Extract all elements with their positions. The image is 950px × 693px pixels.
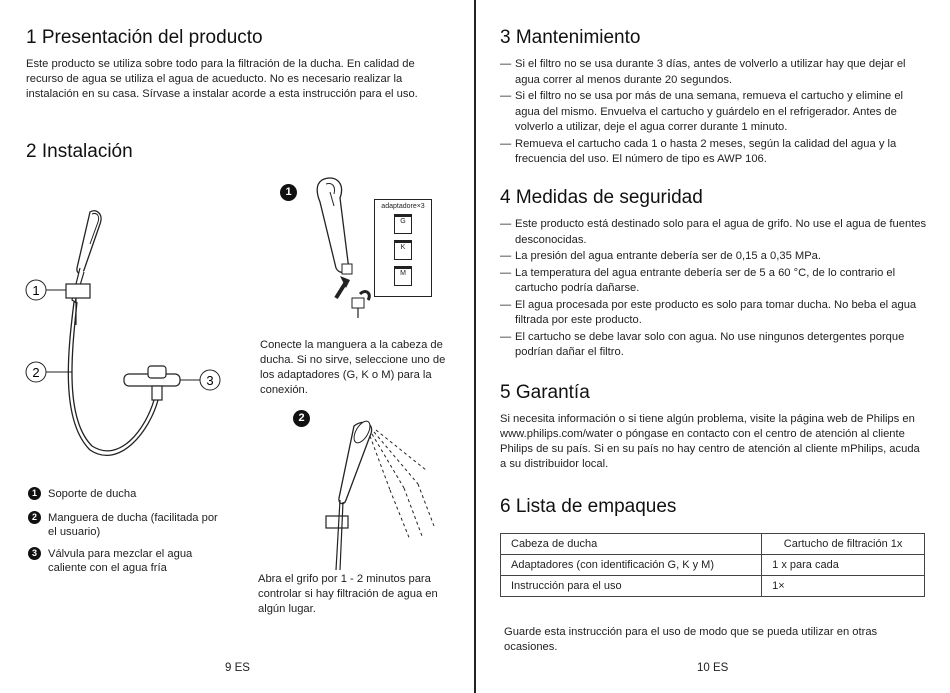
table-row bbox=[501, 534, 925, 555]
legend-item-2 bbox=[28, 511, 228, 539]
step-2-text: Abra el grifo por 1 - 2 minutos para controlar si hay filtración de agua en algún lugar. bbox=[258, 573, 438, 615]
legend-badge: 1 bbox=[28, 487, 41, 500]
legend-text: Soporte de ducha bbox=[48, 488, 137, 500]
list-item: — El cartucho se debe lavar solo con agua. No use ningunos detergentes porque podrían dañar el filtro. bbox=[500, 330, 930, 361]
package-table bbox=[500, 533, 925, 597]
list-item: — La temperatura del agua entrante debería ser de 5 a 60 °C, de lo contrario el cartucho podría dañarse. bbox=[500, 266, 930, 297]
list-item: — Si el filtro no se usa por más de una semana, remueva el cartucho y elimine el agua del mismo. Envuelva el cartucho y guárdelo en el refrigerador. Antes de volverlo a utilizar, deje el agua correr durante 1 minuto. bbox=[500, 89, 925, 136]
table-cell: 1 x para cada bbox=[762, 555, 925, 576]
table-row bbox=[501, 555, 925, 576]
table-cell: Instrucción para el uso bbox=[501, 576, 762, 597]
adapter-item: K bbox=[394, 240, 412, 260]
page-divider bbox=[474, 0, 476, 693]
installation-illustration bbox=[20, 200, 240, 480]
callout-label-2: 2 bbox=[32, 365, 40, 380]
page-number-right: 10 ES bbox=[697, 662, 729, 674]
step-2-badge: 2 bbox=[293, 410, 310, 427]
step-2-illustration bbox=[310, 410, 440, 570]
table-cell: Adaptadores (con identificación G, K y M) bbox=[501, 555, 762, 576]
table-cell: Cartucho de filtración 1x bbox=[762, 534, 925, 555]
legend-badge: 2 bbox=[28, 511, 41, 524]
adapter-item: M bbox=[394, 266, 412, 286]
section-5-title: 5 Garantía bbox=[500, 382, 590, 403]
list-item: — El agua procesada por este producto es solo para tomar ducha. No beba el agua filtrada por este producto. bbox=[500, 298, 930, 329]
legend-text: Válvula para mezclar el agua caliente con el agua fría bbox=[48, 548, 193, 574]
right-page bbox=[477, 0, 950, 693]
section-1-body: Este producto se utiliza sobre todo para la filtración de la ducha. En calidad de recurso de agua se utiliza el agua de acueducto. No es necesario realizar la instalación en su casa. Sírvase a instalar acorde a esta instrucción para el uso. bbox=[26, 58, 418, 100]
step-1-badge: 1 bbox=[280, 184, 297, 201]
adapter-box-label: adaptadore×3 bbox=[381, 203, 425, 210]
adapter-item: G bbox=[394, 214, 412, 234]
callout-label-3: 3 bbox=[206, 373, 214, 388]
legend-item-3 bbox=[28, 547, 228, 575]
table-cell: Cabeza de ducha bbox=[501, 534, 762, 555]
callout-label-1: 1 bbox=[32, 283, 40, 298]
section-6-title: 6 Lista de empaques bbox=[500, 496, 677, 517]
list-item: — Remueva el cartucho cada 1 o hasta 2 meses, según la calidad del agua y la frecuencia del uso. El número de tipo es AWP 106. bbox=[500, 137, 925, 168]
legend-item-1 bbox=[28, 487, 228, 501]
left-page bbox=[0, 0, 474, 693]
maintenance-list bbox=[500, 57, 925, 169]
legend-badge: 3 bbox=[28, 547, 41, 560]
section-3-title: 3 Mantenimiento bbox=[500, 27, 641, 48]
table-cell: 1× bbox=[762, 576, 925, 597]
section-5-body: Si necesita información o si tiene algún problema, visite la página web de Philips en www.philips.com/water o póngase en contacto con el centro de atención al cliente Philips de su país. Si en su país no hay centro de atención al cliente mPhilips, acuda a su distribuidor local. bbox=[500, 413, 920, 470]
list-item: — Si el filtro no se usa durante 3 días, antes de volverlo a utilizar hay que dejar el agua correr al menos durante 20 segundos. bbox=[500, 57, 925, 88]
section-4-title: 4 Medidas de seguridad bbox=[500, 187, 703, 208]
footer-note: Guarde esta instrucción para el uso de modo que se pueda utilizar en otras ocasiones. bbox=[504, 626, 878, 653]
step-1-text: Conecte la manguera a la cabeza de ducha. Si no sirve, seleccione uno de los adaptadores (G, K o M) para la conexión. bbox=[260, 339, 446, 396]
safety-list bbox=[500, 217, 930, 362]
adapter-box bbox=[374, 199, 432, 297]
list-item: — La presión del agua entrante debería ser de 0,15 a 0,35 MPa. bbox=[500, 249, 930, 265]
section-2-title: 2 Instalación bbox=[26, 141, 133, 162]
legend-text: Manguera de ducha (facilitada por el usuario) bbox=[48, 512, 218, 538]
page-number-left: 9 ES bbox=[225, 662, 250, 674]
list-item: — Este producto está destinado solo para el agua de grifo. No use el agua de fuentes desconocidas. bbox=[500, 217, 930, 248]
section-1-title: 1 Presentación del producto bbox=[26, 27, 263, 48]
table-row bbox=[501, 576, 925, 597]
